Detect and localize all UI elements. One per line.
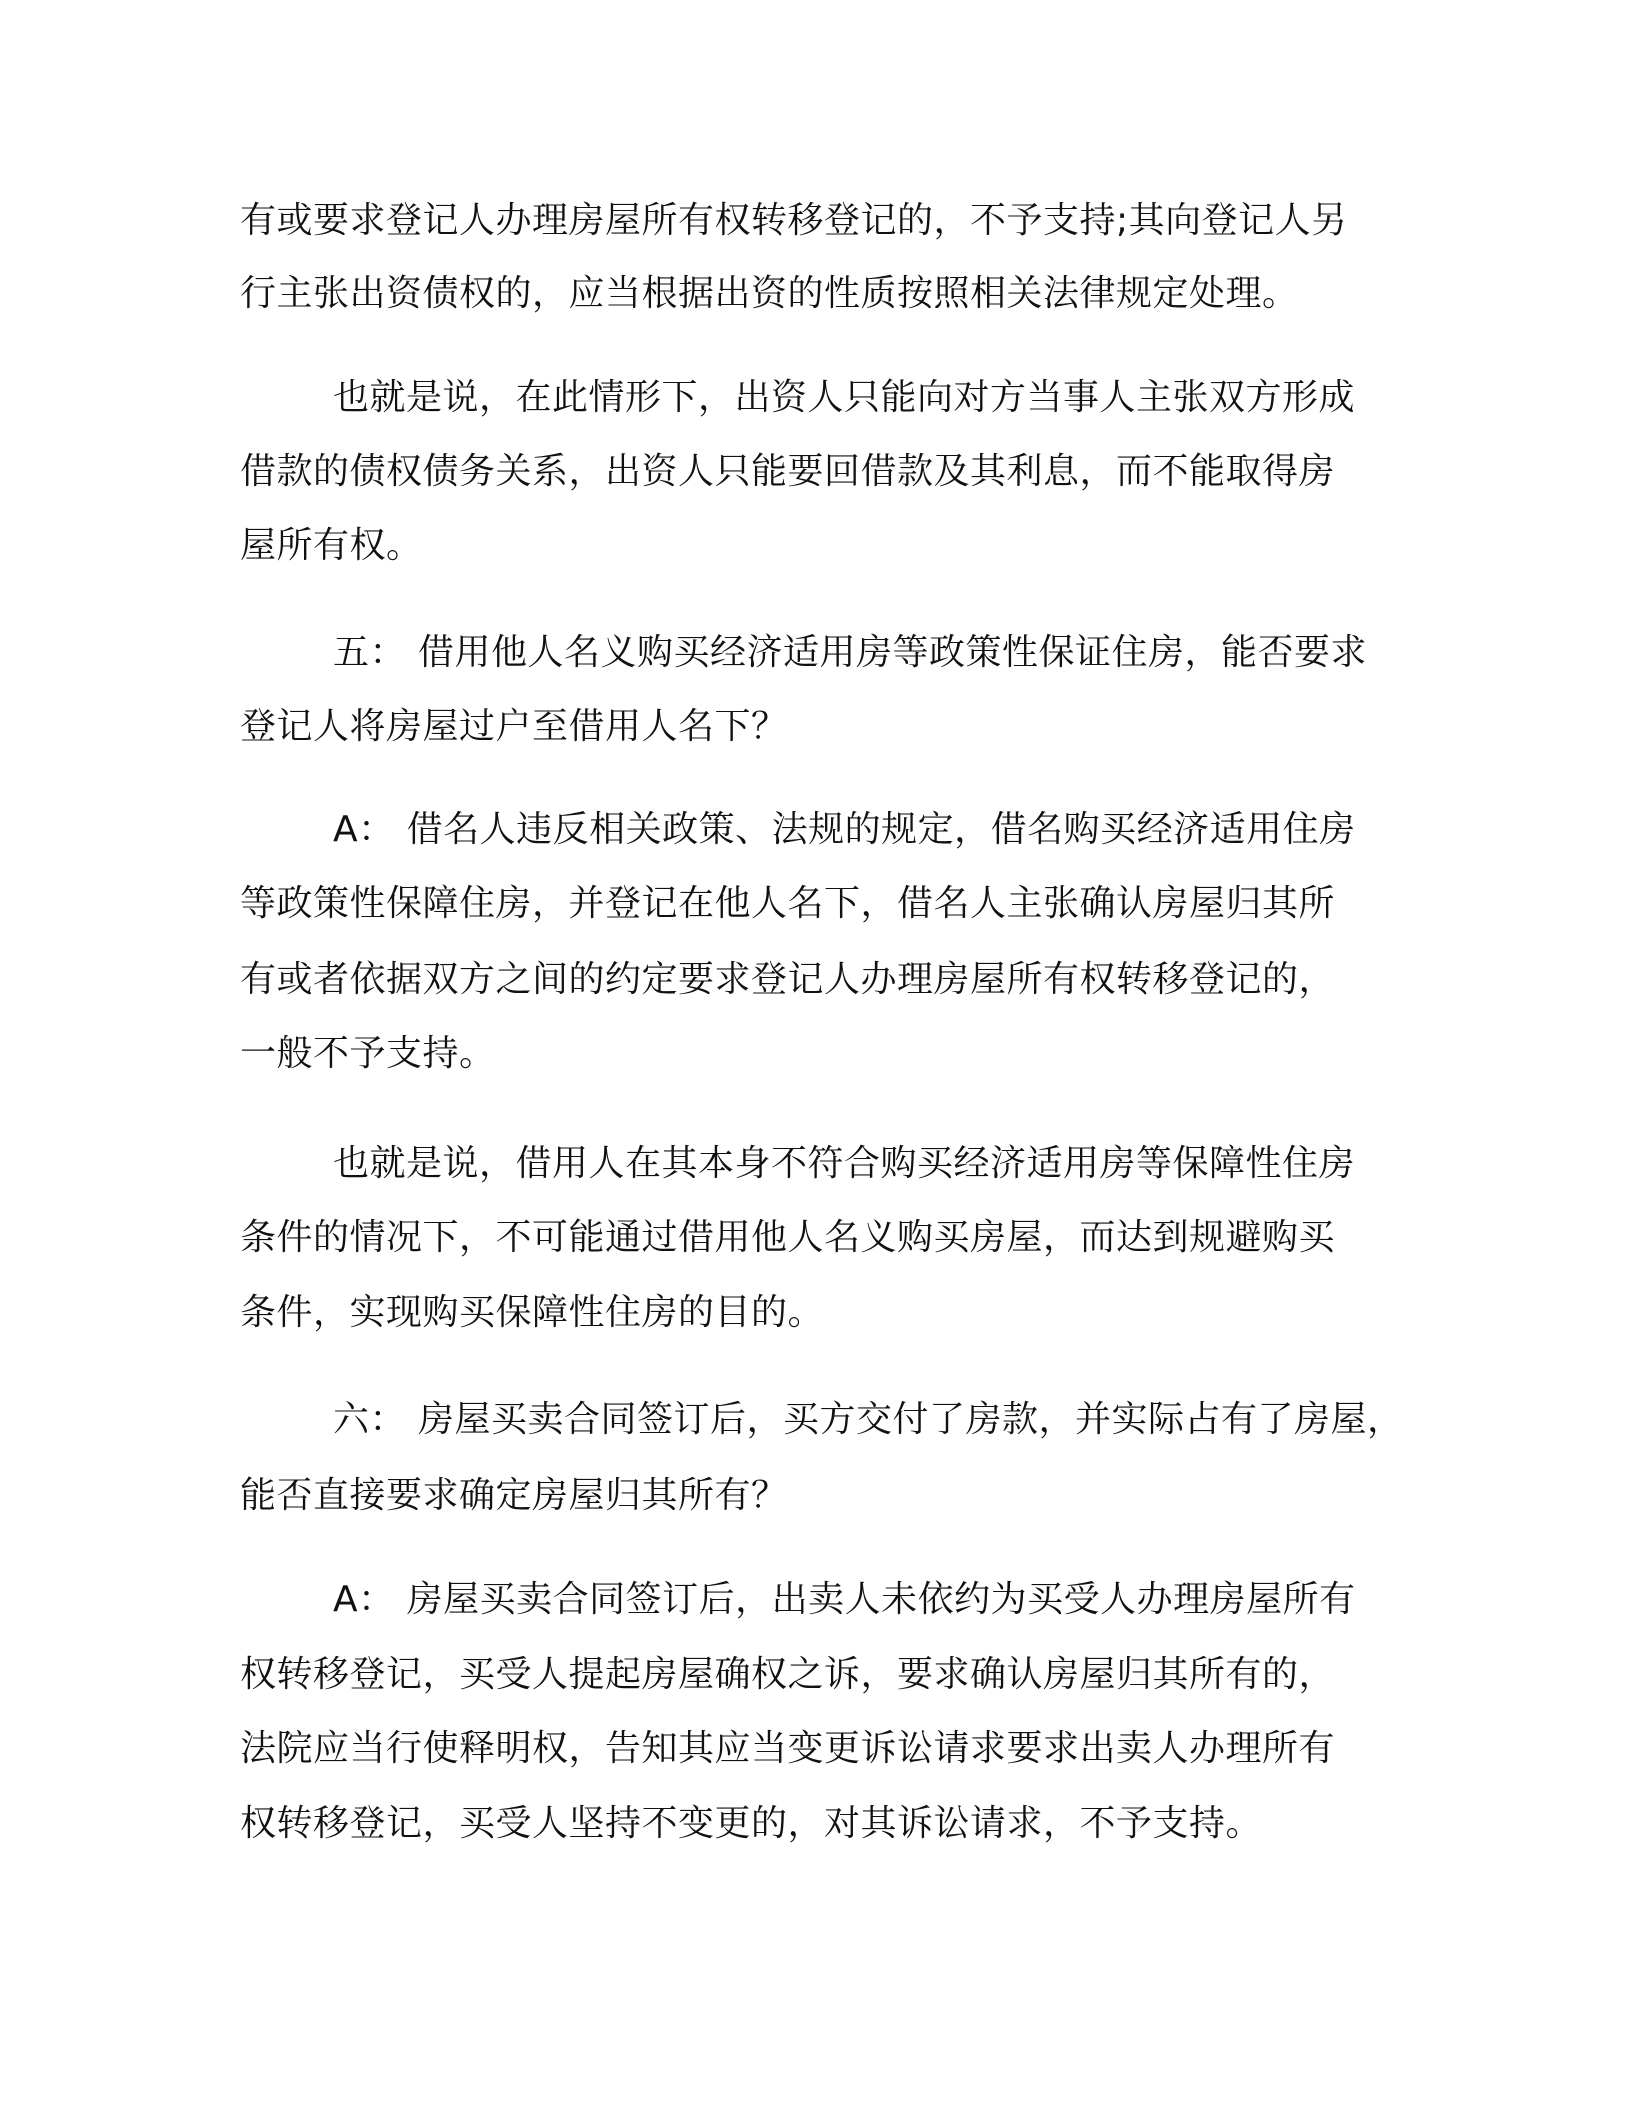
text-line: 条件的情况下，不可能通过借用他人名义购买房屋，而达到规避购买 bbox=[240, 1217, 1336, 1258]
text-line: 一般不予支持。 bbox=[240, 1033, 496, 1074]
text-line: 条件，实现购买保障性住房的目的。 bbox=[240, 1292, 825, 1333]
section-heading: 登记人将房屋过户至借用人名下？ bbox=[240, 706, 788, 747]
text-line: 权转移登记，买受人提起房屋确权之诉，要求确认房屋归其所有的， bbox=[240, 1654, 1336, 1695]
text-line: 借款的债权债务关系，出资人只能要回借款及其利息，而不能取得房 bbox=[240, 451, 1336, 492]
text-line: 屋所有权。 bbox=[240, 525, 423, 566]
text-line: 有或要求登记人办理房屋所有权转移登记的，不予支持;其向登记人另 bbox=[240, 200, 1348, 241]
section-heading: 能否直接要求确定房屋归其所有？ bbox=[240, 1475, 788, 1516]
text-line: 权转移登记，买受人坚持不变更的，对其诉讼请求，不予支持。 bbox=[240, 1803, 1263, 1844]
text-line: 法院应当行使释明权，告知其应当变更诉讼请求要求出卖人办理所有 bbox=[240, 1728, 1336, 1769]
section-heading: 六： 房屋买卖合同签订后，买方交付了房款，并实际占有了房屋， bbox=[333, 1399, 1404, 1440]
section-heading: 五： 借用他人名义购买经济适用房等政策性保证住房，能否要求 bbox=[333, 632, 1367, 673]
text-line: A： 借名人违反相关政策、法规的规定，借名购买经济适用住房 bbox=[333, 809, 1356, 850]
text-line: 也就是说，在此情形下，出资人只能向对方当事人主张双方形成 bbox=[333, 377, 1356, 418]
text-line: 等政策性保障住房，并登记在他人名下，借名人主张确认房屋归其所 bbox=[240, 883, 1336, 924]
text-line: 也就是说，借用人在其本身不符合购买经济适用房等保障性住房 bbox=[333, 1143, 1356, 1184]
text-line: 有或者依据双方之间的约定要求登记人办理房屋所有权转移登记的， bbox=[240, 959, 1336, 1000]
text-line: 行主张出资债权的，应当根据出资的性质按照相关法律规定处理。 bbox=[240, 273, 1299, 314]
text-line: A： 房屋买卖合同签订后，出卖人未依约为买受人办理房屋所有 bbox=[333, 1579, 1356, 1620]
